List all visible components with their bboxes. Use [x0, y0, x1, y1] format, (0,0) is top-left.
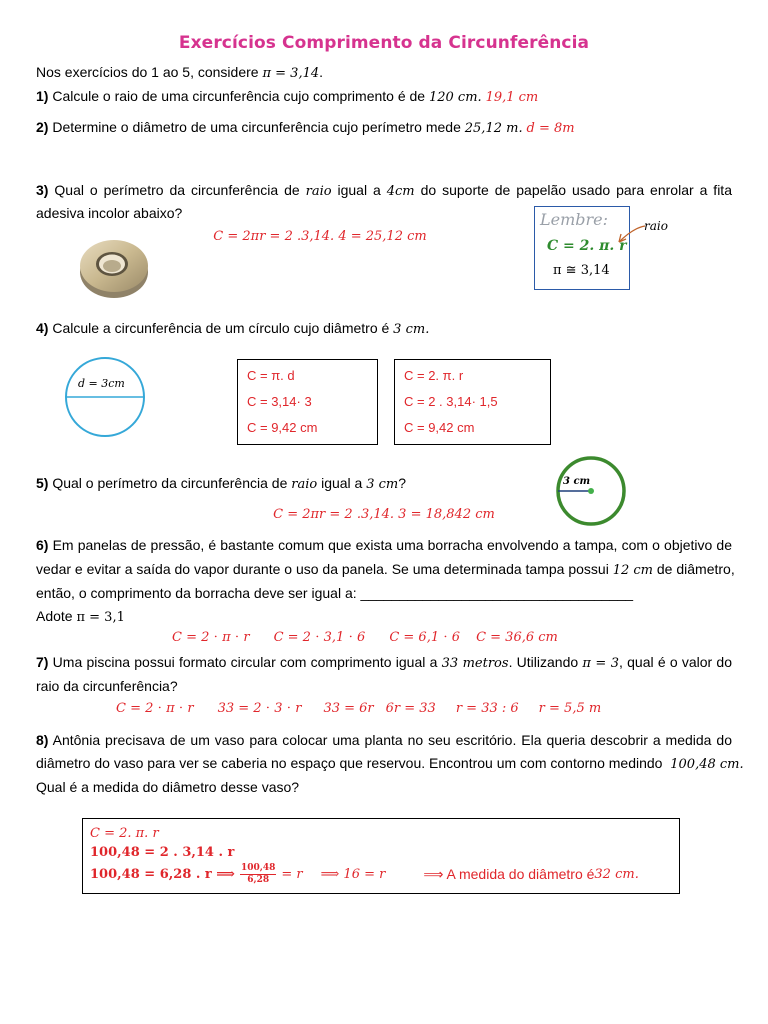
intro-line: [36, 62, 323, 84]
punctuation: ?: [398, 475, 407, 491]
math-word: raio: [305, 184, 332, 199]
question-text: Uma piscina possui formato circular com comprimento igual a: [48, 654, 442, 670]
question-value: 33 metros: [441, 656, 509, 671]
question-number: 3): [36, 182, 49, 198]
solution-text: = r: [281, 866, 303, 882]
question-number: 1): [36, 88, 49, 104]
question-7-answer: [116, 699, 601, 716]
question-text: igual a: [331, 182, 387, 198]
solution-text: 100,48 = 6,28 . r ⟹: [90, 866, 235, 882]
intro-math: π = 3,14: [262, 66, 320, 81]
answer-text: C = 2πr = 2 .3,14. 4 = 25,12 cm: [213, 229, 427, 244]
solution-line: C = 2. π. r: [404, 368, 464, 383]
reminder-formula: C = 2. π. r: [547, 238, 627, 254]
answer-step: C = 2 ⋅ π ⋅ r: [116, 701, 194, 716]
question-5-answer: [0, 505, 768, 522]
answer-step: 6r = 33: [385, 701, 436, 716]
question-text: Qual o perímetro da circunferência de: [48, 182, 306, 198]
question-value: π = 3,1: [76, 610, 125, 625]
punctuation: .: [634, 866, 639, 882]
adhesive-tape-roll-icon: [76, 236, 152, 300]
answer-step: r = 33 : 6: [455, 701, 519, 716]
question-value: 12 cm: [612, 563, 653, 578]
question-text: de diâmetro,: [653, 561, 735, 577]
fraction: [240, 863, 276, 886]
punctuation: .: [425, 322, 430, 337]
solution-text: ⟹ A medida do diâmetro é: [423, 865, 595, 882]
question-text: vedar e evitar a saída do vapor durante o uso da panela. Se uma determinada tampa possui: [36, 561, 613, 577]
answer-step: C = 6,1 ⋅ 6: [389, 630, 461, 645]
question-text: Em panelas de pressão, é bastante comum que exista uma borracha envolvendo a tampa, com o objetivo de: [48, 537, 732, 553]
solution-line: [90, 859, 639, 889]
question-number: 4): [36, 320, 49, 336]
question-6-line-3: então, o comprimento da borracha deve ser igual a: ___________________________________: [36, 585, 634, 601]
answer-text: d = 8m: [526, 121, 575, 136]
question-6-adote: [36, 606, 125, 628]
solution-line: [90, 843, 234, 860]
question-8-line-1: [36, 730, 732, 750]
question-value: 4cm: [386, 184, 415, 199]
fraction-numerator: 100,48: [240, 862, 276, 873]
question-7-line-1: [36, 652, 732, 674]
answer-step: C = 2 ⋅ 3,1 ⋅ 6: [273, 630, 366, 645]
page-title: Exercícios Comprimento da Circunferência: [178, 33, 590, 53]
solution-line: C = 9,42 cm: [404, 420, 475, 435]
question-6-answer: [172, 628, 592, 645]
question-6-line-2: [36, 559, 735, 581]
question-value: 120 cm: [428, 90, 478, 105]
intro-text: Nos exercícios do 1 ao 5, considere: [36, 64, 263, 80]
solution-text: 100,48 = 2 . 3,14 . r: [90, 845, 235, 860]
answer-step: r = 5,5 m: [538, 701, 602, 716]
question-text: igual a: [317, 475, 367, 491]
solution-box-2: [394, 359, 551, 445]
question-value: 100,48 cm: [670, 757, 740, 772]
question-5: [36, 473, 406, 495]
answer-step: C = 36,6 cm: [476, 630, 558, 645]
reminder-box: [534, 206, 630, 290]
solution-text: ⟹ 16 = r: [320, 866, 386, 882]
answer-step: C = 2 ⋅ π ⋅ r: [172, 630, 250, 645]
answer-step: 33 = 2 ⋅ 3 ⋅ r: [217, 701, 302, 716]
question-number: 7): [36, 654, 49, 670]
question-text: Qual o perímetro da circunferência de: [48, 475, 292, 491]
radius-label: 3 cm: [563, 476, 591, 487]
solution-text: C = 2. π. r: [90, 826, 159, 841]
question-value: 3 cm: [366, 477, 399, 492]
diameter-label: d = 3cm: [78, 377, 125, 390]
question-7-line-2: raio da circunferência?: [36, 678, 178, 694]
question-text: , qual é o valor do: [619, 654, 732, 670]
question-text: diâmetro do vaso para ver se caberia no espaço que reservou. Encontrou um com contorno medindo: [36, 755, 663, 771]
question-text: Antônia precisava de um vaso para colocar uma planta no seu escritório. Ela queria descobrir a medida do: [48, 732, 732, 748]
question-text: Calcule o raio de uma circunferência cujo comprimento é de: [48, 88, 429, 104]
answer-text: C = 2πr = 2 .3,14. 3 = 18,842 cm: [273, 507, 495, 522]
question-value: 25,12 m: [464, 121, 519, 136]
question-text: Adote: [36, 608, 77, 624]
solution-line: [90, 824, 159, 841]
solution-line: C = 2 . 3,14· 1,5: [404, 394, 498, 409]
question-number: 2): [36, 119, 49, 135]
question-8-line-3: Qual é a medida do diâmetro desse vaso?: [36, 779, 300, 795]
diameter-circle-diagram: [60, 352, 150, 442]
solution-box-1: [237, 359, 378, 445]
question-number: 8): [36, 732, 49, 748]
question-text: . Utilizando: [508, 654, 583, 670]
raio-label: raio: [644, 219, 668, 233]
answer-text: 19,1 cm: [485, 90, 539, 105]
question-2: [36, 117, 575, 139]
solution-line: C = π. d: [247, 368, 295, 383]
reminder-heading: Lembre:: [540, 210, 609, 229]
question-text: do suporte de papelão usado para enrolar a fita: [414, 182, 732, 198]
question-value: 3 cm: [393, 322, 426, 337]
question-3-line-2: adesiva incolor abaixo?: [36, 205, 183, 221]
question-1: [36, 86, 538, 108]
question-text: Determine o diâmetro de uma circunferência cujo perímetro mede: [48, 119, 465, 135]
tape-roll-image: [76, 236, 152, 300]
solution-box-q8: [82, 818, 680, 894]
question-6-line-1: [36, 535, 732, 555]
punctuation: .: [518, 121, 523, 136]
question-text: Calcule a circunferência de um círculo cujo diâmetro é: [48, 320, 394, 336]
fraction-denominator: 6,28: [247, 874, 270, 885]
question-number: 6): [36, 537, 49, 553]
solution-line: C = 9,42 cm: [247, 420, 318, 435]
punctuation: .: [477, 90, 482, 105]
answer-step: 33 = 6r: [323, 701, 374, 716]
reminder-pi: π ≅ 3,14: [553, 263, 610, 278]
question-value: π = 3: [582, 656, 620, 671]
question-8-line-2: [36, 753, 744, 775]
punctuation: .: [739, 757, 744, 772]
intro-end: .: [319, 64, 324, 80]
math-word: raio: [291, 477, 318, 492]
question-4: [36, 318, 429, 340]
solution-line: C = 3,14· 3: [247, 394, 312, 409]
solution-value: 32 cm: [594, 866, 635, 882]
question-3-line-1: [36, 180, 732, 202]
question-number: 5): [36, 475, 49, 491]
